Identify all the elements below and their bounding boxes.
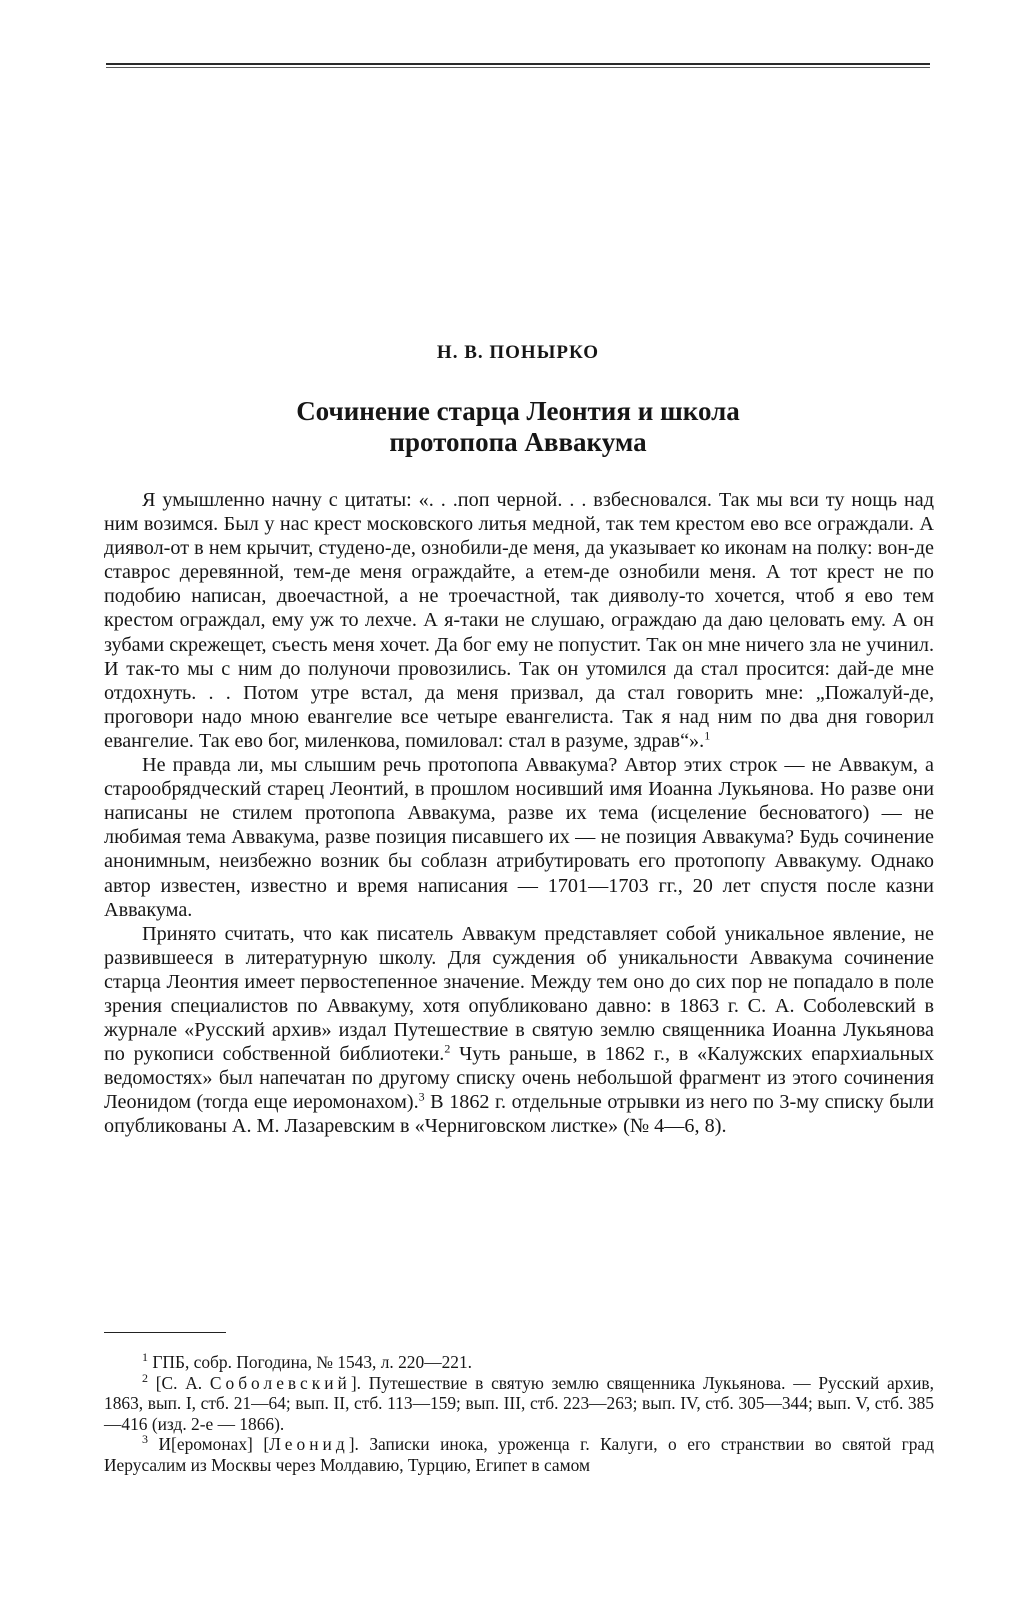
paragraph-2-text: Не правда ли, мы слышим речь протопопа Аввакума? Автор этих строк — не Аввакум, а старообрядческий старец Леонтий, в прошлом носивший имя Иоанна Лукьянова. Но разве они написаны не стилем протопопа Аввакума, разве их тема (исцеление бесноватого) — не любимая тема Аввакума, разве позиция писавшего их — не позиция Аввакума? Будь сочинение анонимным, неизбежно возник бы соблазн атрибутировать его протопопу Аввакуму. Однако автор известен, известно и время написания — 1701—1703 гг., 20 лет спустя после казни Аввакума.	[104, 754, 934, 921]
footnote-3-number: 3	[142, 1432, 148, 1447]
title-line-2: протопопа Аввакума	[389, 427, 647, 457]
footnote-ref-2: 2	[444, 1041, 451, 1056]
paragraph-3-text-c: В 1862 г. отдельные отрывки из него по 3-му списку были опубликованы А. М. Лазаревским в «Черниговском листке» (№ 4—6, 8).	[104, 1091, 934, 1138]
footnote-1-number: 1	[142, 1350, 148, 1365]
paragraph-1-text: Я умышленно начну с цитаты: «. . .поп черной. . . взбесновался. Так мы вси ту нощь над ним возимся. Был у нас крест московского литья медной, так тем крестом ево все ограждали. А диявол-от в нем крычит, студено-де, ознобили-де меня, да указывает ко иконам на полку: вон-де ставрос деревянной, тем-де меня ограждайте, а етем-де ознобили меня. А тот крест не по подобию написан, двоечастной, а не троечастной, так дияволу-то хочется, чтоб я ево тем крестом ограждал, ему уж то лехче. А я-таки не слушаю, ограждаю да даю целовать ему. А он зубами скрежещет, съесть меня хочет. Да бог ему не попустит. Так он мне ничего зла не учинил. И так-то мы с ним до полуночи провозились. Так он утомился да стал просится: дай-де мне отдохнуть. . . Потом утре встал, да меня призвал, да стал говорить мне: „Пожалуй-де, проговори надо мною евангелие все четыре евангелиста. Так я над ним по два дня говорил евангелие. Так ево бог, миленкова, помиловал: стал в разуме, здрав“».	[104, 489, 934, 752]
footnote-3-text: ]. Записки инока, уроженца г. Калуги, о его странствии во святой град Иерусалим из Москвы через Молдавию, Турцию, Египет в самом	[104, 1434, 934, 1475]
footnote-3-prefix: И[еромонах] [	[148, 1434, 270, 1454]
footnote-2	[104, 1370, 934, 1435]
footnote-2-author: Соболевский	[209, 1372, 351, 1393]
footnote-2-prefix: [С. А.	[148, 1372, 210, 1393]
paragraph-1	[104, 488, 934, 753]
title-line-1: Сочинение старца Леонтия и школа	[296, 396, 740, 426]
footnote-ref-1: 1	[704, 728, 711, 743]
article-body	[104, 488, 934, 1139]
footnote-3-author: Леонид	[269, 1434, 349, 1454]
footnote-2-text: ]. Путешествие в святую землю священника Лукьянова. — Русский архив, 1863, вып. I, стб. 21—64; вып. II, стб. 113—159; вып. III, стб. 223—263; вып. IV, стб. 305—344; вып. V, стб. 385—416 (изд. 2-е — 1866).	[104, 1372, 934, 1434]
footnote-separator	[104, 1332, 226, 1333]
paragraph-3-text-a: Принято считать, что как писатель Аввакум представляет собой уникальное явление, не развившееся в литературную школу. Для суждения об уникальности Аввакума сочинение старца Леонтия имеет первостепенное значение. Между тем оно до сих пор не попадало в поле зрения специалистов по Аввакуму, хотя опубликовано давно: в 1863 г. С. А. Соболевский в журнале «Русский архив» издал Путешествие в святую землю священника Иоанна Лукьянова по рукописи собственной библиотеки.	[104, 922, 934, 1066]
article-title	[106, 396, 930, 458]
paragraph-3-text-b: Чуть раньше, в 1862 г., в «Калужских епархиальных ведомостях» был напечатан по другому списку очень небольшой фрагмент из этого сочинения Леонидом (тогда еще иеромонахом).	[104, 1043, 934, 1114]
footnote-2-number: 2	[142, 1370, 148, 1385]
footnote-1	[104, 1352, 934, 1373]
header-rule	[106, 63, 930, 65]
header-rule-thin	[106, 67, 930, 68]
footnotes	[104, 1352, 934, 1475]
footnote-3	[104, 1434, 934, 1475]
footnote-ref-3: 3	[418, 1089, 425, 1104]
article-author: Н. В. ПОНЫРКО	[436, 342, 600, 363]
paragraph-3	[104, 922, 934, 1139]
paragraph-2	[104, 753, 934, 922]
footnote-1-text: ГПБ, собр. Погодина, № 1543, л. 220—221.	[148, 1352, 473, 1372]
